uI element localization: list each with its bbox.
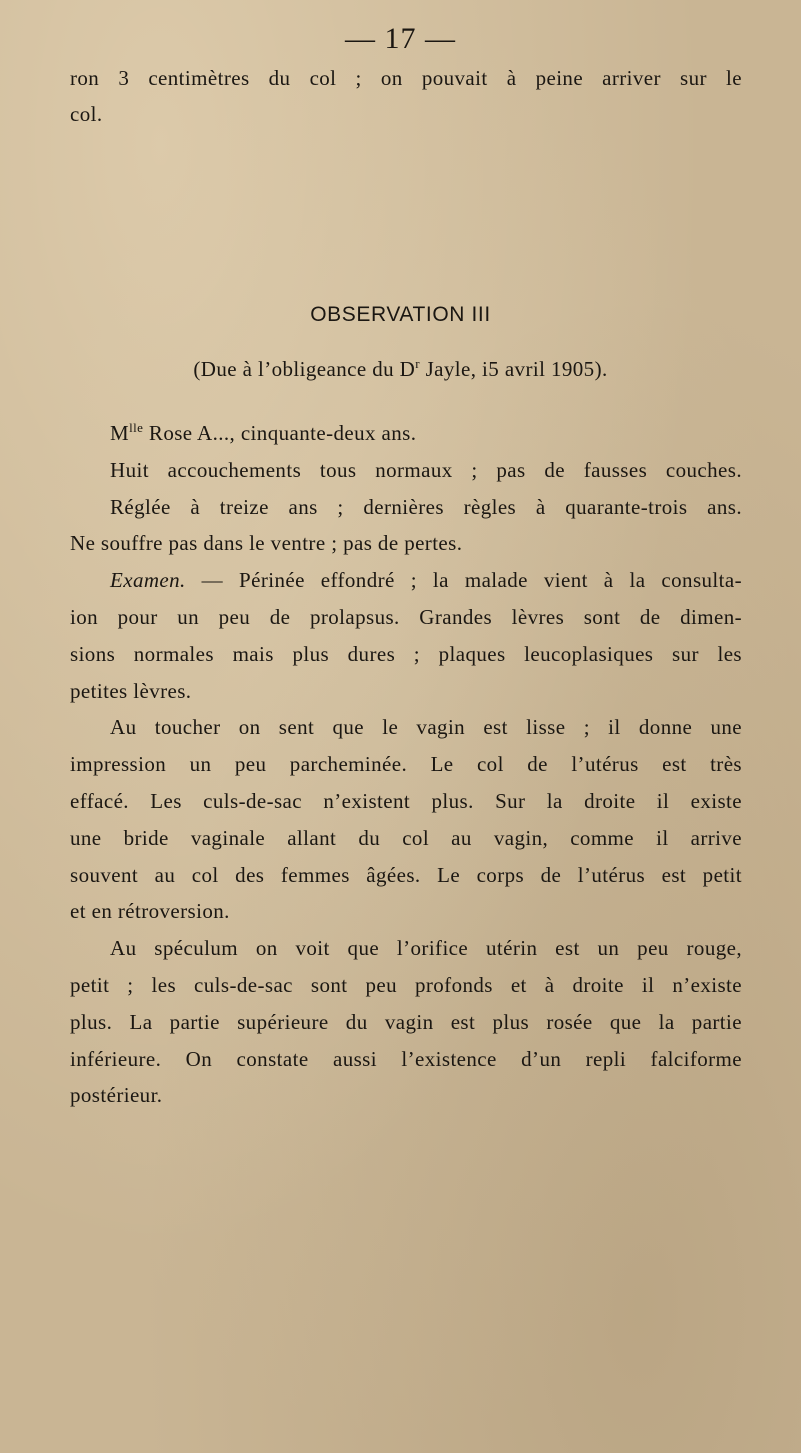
observation-heading: OBSERVATION III: [310, 303, 491, 326]
subheading-before: (Due à l’obligeance du D: [193, 357, 416, 381]
text-line: souvent au col des femmes âgées. Le corps de l’utérus est petit: [70, 862, 742, 887]
text-line: plus. La partie supérieure du vagin est plus rosée que la partie: [70, 1009, 742, 1034]
patient-text: Rose A..., cinquante-deux ans.: [143, 421, 417, 445]
patient-line: [70, 415, 742, 452]
text-line: Réglée à treize ans ; dernières règles à quarante-trois ans.: [110, 494, 742, 519]
exam-label: Examen.: [110, 568, 186, 593]
text-line: et en rétroversion.: [70, 899, 230, 924]
text-line: postérieur.: [70, 1083, 163, 1108]
subheading-sup: r: [415, 356, 420, 371]
intro-text: [70, 60, 742, 132]
text-line: sions normales mais plus dures ; plaques leucoplasiques sur les: [70, 641, 742, 666]
exam-first-line: — Périnée effondré ; la malade vient à la consulta-: [185, 568, 742, 593]
text-line: impression un peu parcheminée. Le col de l’utérus est très: [70, 752, 742, 777]
text-line: ron 3 centimètres du col ; on pouvait à peine arriver sur le: [70, 66, 742, 90]
text-line: effacé. Les culs-de-sac n’existent plus. Sur la droite il existe: [70, 788, 742, 813]
page-number: — 17 —: [345, 22, 456, 55]
patient-title: M: [110, 421, 130, 445]
text-line: inférieure. On constate aussi l’existence d’un repli falciforme: [70, 1046, 742, 1071]
text-line: Au spéculum on voit que l’orifice utérin est un peu rouge,: [110, 936, 742, 961]
text-line: Ne souffre pas dans le ventre ; pas de pertes.: [70, 531, 463, 556]
exam-line: [70, 562, 742, 599]
text-line: petit ; les culs-de-sac sont peu profonds et à droite il n’existe: [70, 972, 742, 997]
observation-subheading: [0, 357, 801, 382]
text-line: Huit accouchements tous normaux ; pas de fausses couches.: [110, 457, 742, 482]
text-line: ion pour un peu de prolapsus. Grandes lèvres sont de dimen-: [70, 604, 742, 629]
patient-title-sup: lle: [129, 420, 144, 435]
observation-body: [70, 415, 742, 1114]
subheading-after: Jayle, i5 avril 1905).: [419, 357, 608, 381]
text-line: col.: [70, 102, 103, 126]
text-line: Au toucher on sent que le vagin est lisse ; il donne une: [110, 715, 742, 740]
text-line: une bride vaginale allant du col au vagin, comme il arrive: [70, 825, 742, 850]
text-line: petites lèvres.: [70, 678, 192, 703]
